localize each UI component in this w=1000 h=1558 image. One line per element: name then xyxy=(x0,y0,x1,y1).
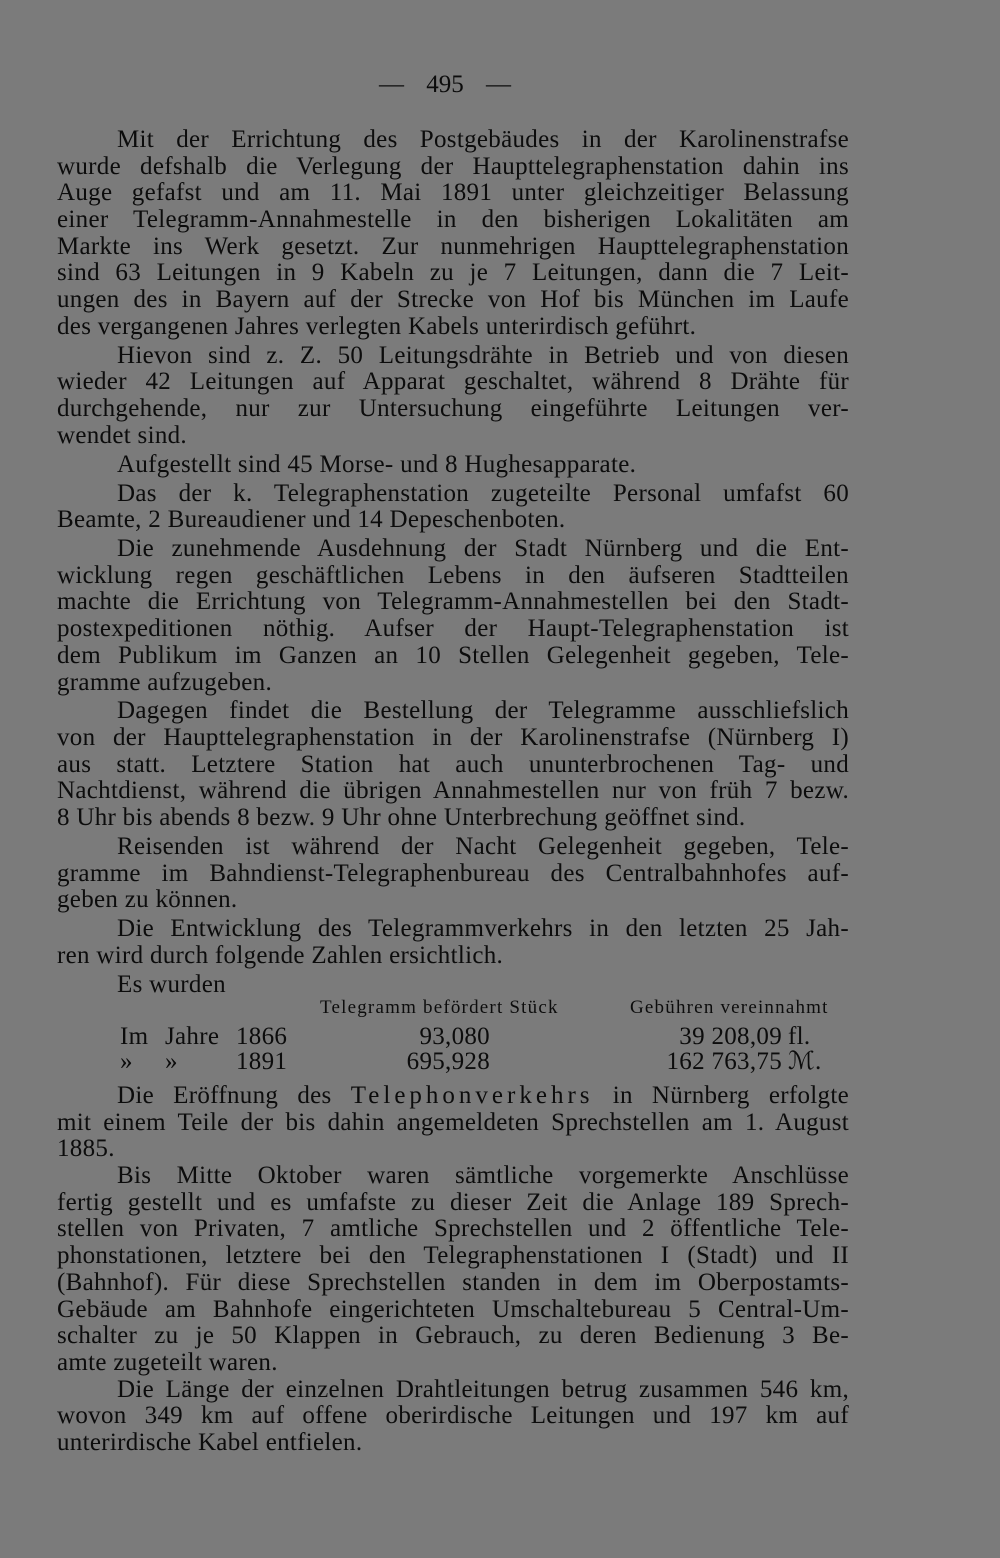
text-line: Gebäude am Bahnhofe eingerichteten Umschaltebureau 5 Central-Um- xyxy=(57,1295,849,1323)
paragraph xyxy=(57,536,849,696)
fee-amount: 162 763,75 xyxy=(666,1048,782,1075)
row-label: » xyxy=(165,1048,178,1075)
text-line: 1885. xyxy=(57,1135,115,1163)
text-line: dem Publikum im Ganzen an 10 Stellen Gelegenheit gegeben, Tele- xyxy=(57,641,849,669)
text-line: Mit der Errichtung des Postgebäudes in der Karolinenstrafse xyxy=(117,126,849,153)
paragraph xyxy=(57,1083,849,1163)
text-line: Es wurden xyxy=(117,970,226,998)
row-label-prefix: » xyxy=(120,1048,133,1075)
text-line: aus statt. Letztere Station hat auch ununterbrochenen Tag- und xyxy=(57,750,849,778)
text-line: ren wird durch folgende Zahlen ersichtlich. xyxy=(57,941,504,969)
text-line: mit einem Teile der bis dahin angemeldeten Sprechstellen am 1. August xyxy=(57,1108,849,1136)
page-number: — 495 — xyxy=(379,71,511,98)
text-line: Bis Mitte Oktober waren sämtliche vorgemerkte Anschlüsse xyxy=(117,1162,849,1190)
text-line: wicklung regen geschäftlichen Lebens in den äufseren Stadtteilen xyxy=(57,561,849,589)
row-label: Jahre xyxy=(165,1023,220,1050)
text-line: wendet sind. xyxy=(57,421,187,449)
row-year: 1891 xyxy=(236,1048,288,1075)
text-line: unterirdische Kabel entfielen. xyxy=(57,1428,363,1456)
row-year: 1866 xyxy=(236,1023,288,1050)
text-segment: Die Eröffnung des xyxy=(117,1082,351,1109)
table-row xyxy=(57,1024,849,1049)
text-line: gramme aufzugeben. xyxy=(57,668,273,696)
text-line: Die zunehmende Ausdehnung der Stadt Nürnberg und die Ent- xyxy=(117,535,849,563)
paragraph xyxy=(57,481,849,534)
text-line: sind 63 Leitungen in 9 Kabeln zu je 7 Leitungen, dann die 7 Leit- xyxy=(57,259,849,287)
text-line: des vergangenen Jahres verlegten Kabels unterirdisch geführt. xyxy=(57,312,697,340)
text-line: Aufgestellt sind 45 Morse- und 8 Hughesapparate. xyxy=(117,450,637,478)
currency-unit: fl. xyxy=(788,1023,811,1050)
statistics-table xyxy=(57,996,849,1075)
text-line: machte die Errichtung von Telegramm-Annahmestellen bei den Stadt- xyxy=(57,588,849,616)
text-segment: in Nürnberg erfolgte xyxy=(593,1082,849,1109)
text-line: Die Länge der einzelnen Drahtleitungen betrug zusammen 546 km, xyxy=(117,1375,849,1403)
table-row xyxy=(57,1049,849,1074)
text-line: ungen des in Bayern auf der Strecke von Hof bis München im Laufe xyxy=(57,286,849,314)
text-line: gramme im Bahndienst-Telegraphenbureau des Centralbahnhofes auf- xyxy=(57,859,849,887)
paragraph xyxy=(57,452,849,479)
paragraph xyxy=(57,343,849,450)
text-line xyxy=(57,1083,849,1110)
text-line: stellen von Privaten, 7 amtliche Sprechstellen und 2 öffentliche Tele- xyxy=(57,1215,849,1243)
text-line: Hievon sind z. Z. 50 Leitungsdrähte in Betrieb und von diesen xyxy=(117,341,849,369)
text-line: Markte ins Werk gesetzt. Zur nunmehrigen Haupttelegraphenstation xyxy=(57,232,849,260)
paragraph xyxy=(57,834,849,914)
currency-unit: ℳ. xyxy=(788,1048,822,1075)
fee-amount: 39 208,09 xyxy=(679,1023,782,1050)
row-label-prefix: Im xyxy=(120,1023,149,1050)
text-before-table xyxy=(57,127,849,999)
text-line: Auge gefafst und am 11. Mai 1891 unter gleichzeitiger Belassung xyxy=(57,179,849,207)
paragraph xyxy=(57,698,849,831)
text-line: geben zu können. xyxy=(57,886,238,914)
text-line: wovon 349 km auf offene oberirdische Leitungen und 197 km auf xyxy=(57,1402,849,1430)
paragraph xyxy=(57,1163,849,1377)
text-line: postexpeditionen nöthig. Aufser der Haupt-Telegraphenstation ist xyxy=(57,615,849,643)
text-line: einer Telegramm-Annahmestelle in den bisherigen Lokalitäten am xyxy=(57,206,849,234)
text-line: Dagegen findet die Bestellung der Telegramme ausschliefslich xyxy=(117,697,849,725)
text-line: Nachtdienst, während die übrigen Annahmestellen nur von früh 7 bezw. xyxy=(57,777,849,805)
text-line: wieder 42 Leitungen auf Apparat geschaltet, während 8 Drähte für xyxy=(57,368,849,396)
table-header-row xyxy=(57,996,849,1018)
table-header-fees: Gebühren vereinnahmt xyxy=(630,996,829,1018)
text-line: Beamte, 2 Bureaudiener und 14 Depeschenboten. xyxy=(57,506,566,534)
paragraph xyxy=(57,127,849,341)
text-line: Das der k. Telegraphenstation zugeteilte Personal umfafst 60 xyxy=(117,479,849,507)
text-line: Reisenden ist während der Nacht Gelegenheit gegeben, Tele- xyxy=(117,833,849,860)
telegram-count: 93,080 xyxy=(419,1023,490,1050)
text-line: (Bahnhof). Für diese Sprechstellen standen in dem im Oberpostamts- xyxy=(57,1268,849,1296)
text-line: amte zugeteilt waren. xyxy=(57,1348,278,1376)
text-line: fertig gestellt und es umfafste zu dieser Zeit die Anlage 189 Sprech- xyxy=(57,1188,849,1216)
text-line: 8 Uhr bis abends 8 bezw. 9 Uhr ohne Unterbrechung geöffnet sind. xyxy=(57,804,746,832)
table-header-telegrams: Telegramm befördert Stück xyxy=(320,996,559,1018)
text-line: Die Entwicklung des Telegrammverkehrs in den letzten 25 Jah- xyxy=(117,915,849,943)
text-line: schalter zu je 50 Klappen in Gebrauch, zu deren Bedienung 3 Be- xyxy=(57,1322,849,1350)
emphasized-text: Telephonverkehrs xyxy=(350,1082,594,1109)
text-line: von der Haupttelegraphenstation in der Karolinenstrafse (Nürnberg I) xyxy=(57,724,849,752)
text-body xyxy=(57,127,849,1457)
paragraph xyxy=(57,1377,849,1457)
paragraph xyxy=(57,916,849,969)
text-line: phonstationen, letztere bei den Telegraphenstationen I (Stadt) und II xyxy=(57,1242,849,1270)
text-line: wurde defshalb die Verlegung der Haupttelegraphenstation dahin ins xyxy=(57,152,849,180)
telegram-count: 695,928 xyxy=(406,1048,490,1075)
text-after-table xyxy=(57,1083,849,1457)
paragraph xyxy=(57,972,849,999)
text-line: durchgehende, nur zur Untersuchung eingeführte Leitungen ver- xyxy=(57,395,849,423)
